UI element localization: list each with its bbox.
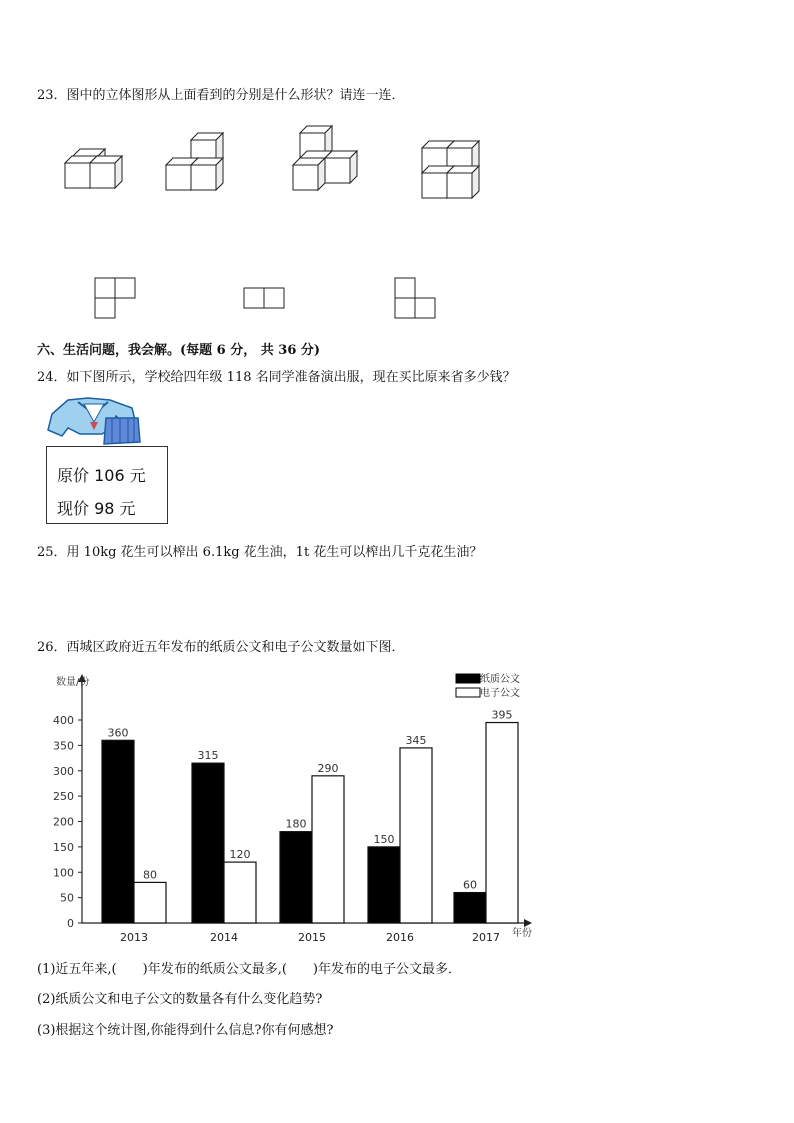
y-tick-label-400: 400 bbox=[53, 714, 74, 727]
costume-icon bbox=[44, 394, 144, 448]
top-view-3 bbox=[395, 278, 435, 318]
solid-figure-4 bbox=[422, 141, 479, 198]
data-label-electronic-2013: 80 bbox=[143, 868, 157, 882]
top-view-2 bbox=[244, 288, 284, 308]
bar-electronic-2016 bbox=[400, 748, 432, 923]
solid-figure-2 bbox=[166, 133, 223, 190]
data-label-electronic-2017: 395 bbox=[491, 708, 513, 722]
bar-chart bbox=[30, 668, 550, 948]
bar-electronic-2017 bbox=[486, 723, 518, 923]
original-price: 原价 106 元 bbox=[57, 466, 146, 485]
x-axis-arrow bbox=[524, 919, 532, 927]
y-tick-label-350: 350 bbox=[53, 739, 74, 753]
q23-solid-figures bbox=[50, 120, 500, 210]
q26-text: 26．西城区政府近五年发布的纸质公文和电子公文数量如下图． bbox=[37, 640, 405, 655]
price-box bbox=[46, 446, 168, 524]
current-price: 现价 98 元 bbox=[57, 499, 136, 518]
bar-paper-2017 bbox=[454, 893, 486, 923]
x-axis-label: 年份 bbox=[512, 928, 532, 939]
data-label-paper-2016: 150 bbox=[373, 832, 395, 846]
q26-sub2: (2)纸质公文和电子公文的数量各有什么变化趋势? bbox=[37, 992, 323, 1007]
data-label-paper-2017: 60 bbox=[463, 878, 477, 892]
legend-label-paper: 纸质公文 bbox=[480, 674, 520, 685]
data-label-electronic-2016: 345 bbox=[405, 733, 427, 747]
data-label-electronic-2015: 290 bbox=[317, 761, 339, 775]
data-label-paper-2015: 180 bbox=[285, 817, 307, 831]
legend-swatch-paper bbox=[456, 674, 480, 683]
data-label-paper-2013: 360 bbox=[107, 726, 129, 740]
bar-paper-2014 bbox=[192, 763, 224, 923]
y-axis-label: 数量/份 bbox=[56, 677, 90, 688]
x-tick-label-2013: 2013 bbox=[120, 931, 148, 944]
bar-paper-2016 bbox=[368, 847, 400, 923]
legend-swatch-electronic bbox=[456, 688, 480, 697]
data-label-electronic-2014: 120 bbox=[229, 848, 251, 862]
legend-label-electronic: 电子公文 bbox=[480, 688, 520, 699]
bar-paper-2015 bbox=[280, 832, 312, 923]
q26-sub3: (3)根据这个统计图,你能得到什么信息?你有何感想? bbox=[37, 1023, 334, 1038]
solid-figure-3 bbox=[293, 126, 357, 190]
bar-paper-2013 bbox=[102, 740, 134, 923]
q24-text: 24．如下图所示，学校给四年级 118 名同学准备演出服，现在买比原来省多少钱？ bbox=[37, 370, 516, 385]
q23-text: 23．图中的立体图形从上面看到的分别是什么形状？请连一连． bbox=[37, 88, 405, 103]
solid-figure-1 bbox=[65, 149, 122, 188]
q25-text: 25．用 10kg 花生可以榨出 6.1kg 花生油，1t 花生可以榨出几千克花生油？ bbox=[37, 545, 483, 560]
data-label-paper-2014: 315 bbox=[197, 749, 219, 763]
q26-sub1: (1)近五年来,( )年发布的纸质公文最多,( )年发布的电子公文最多． bbox=[37, 962, 461, 977]
x-tick-label-2017: 2017 bbox=[472, 931, 500, 944]
q23-top-views bbox=[90, 274, 440, 322]
y-tick-label-150: 150 bbox=[53, 840, 74, 854]
bar-electronic-2015 bbox=[312, 776, 344, 923]
top-view-1 bbox=[95, 278, 135, 318]
y-tick-label-250: 250 bbox=[53, 790, 74, 804]
x-tick-label-2015: 2015 bbox=[298, 931, 326, 944]
y-tick-label-200: 200 bbox=[53, 815, 74, 829]
section6-heading: 六、生活问题，我会解。(每题 6 分， 共 36 分) bbox=[37, 343, 321, 358]
y-tick-label-300: 300 bbox=[53, 764, 74, 778]
y-tick-label-0: 0 bbox=[67, 917, 74, 930]
x-tick-label-2016: 2016 bbox=[386, 931, 414, 944]
bar-electronic-2013 bbox=[134, 882, 166, 923]
x-tick-label-2014: 2014 bbox=[210, 931, 238, 944]
bar-electronic-2014 bbox=[224, 862, 256, 923]
legend bbox=[456, 672, 520, 699]
y-tick-label-100: 100 bbox=[53, 866, 74, 880]
y-tick-label-50: 50 bbox=[60, 891, 74, 905]
